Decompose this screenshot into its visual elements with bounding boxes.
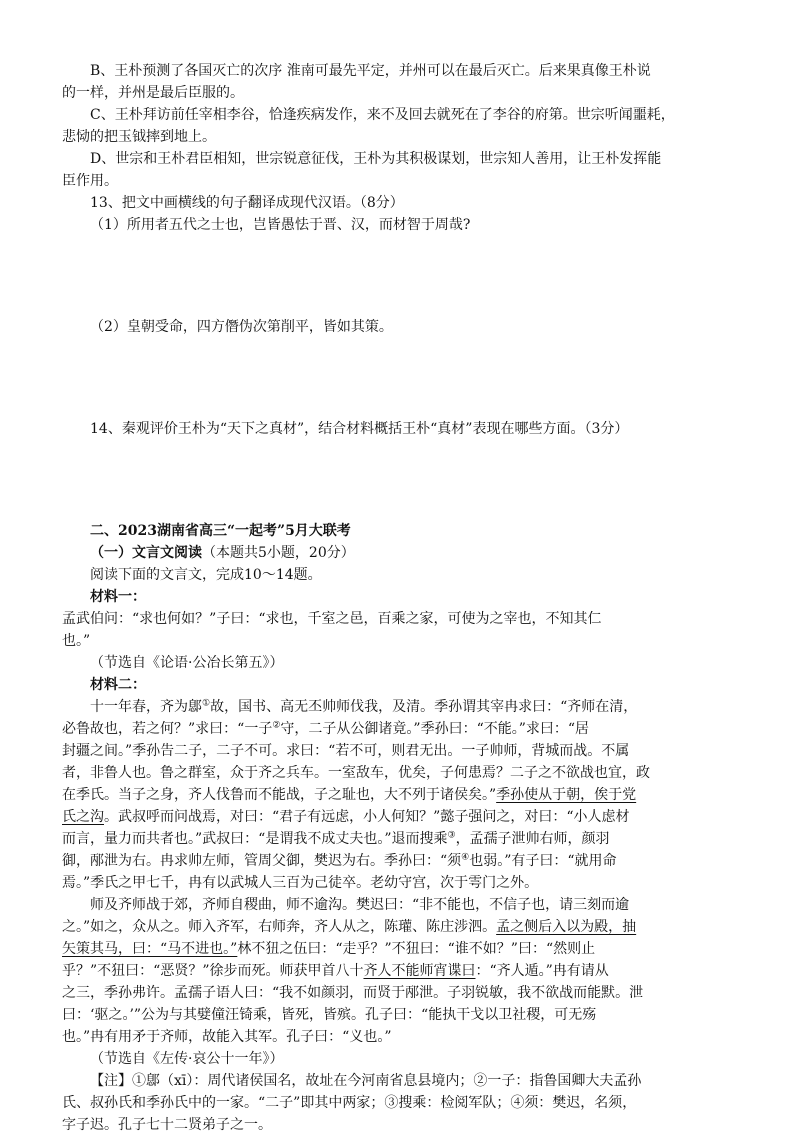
underlined-sentence: 矢策其马，曰：“马不进也。” (62, 941, 238, 957)
option-b-line1: B、王朴预测了各国灭亡的次序 淮南可最先平定，并州可以在最后灭亡。后来果真像王朴说 (90, 63, 651, 79)
option-d-line1: D、世宗和王朴君臣相知，世宗锐意征伐，王朴为其积极谋划，世宗知人善用，让王朴发挥能 (90, 151, 662, 167)
answer-space (62, 440, 738, 520)
text-span: 十一年春，齐为鄎 (90, 699, 202, 715)
text-span: ，孟孺子泄帅右师，颜羽 (455, 831, 610, 847)
underlined-sentence: 齐人不能师宵谍曰 (363, 963, 476, 979)
text-span: 守，二子从公御诸竟。”季孙曰：“不能。”求曰：“居 (280, 721, 590, 737)
underlined-sentence: 季孙使从于朝，俟于党 (496, 787, 637, 803)
material-2-line (62, 806, 738, 828)
material-2-label: 材料二： (90, 677, 146, 693)
material-2-line (62, 960, 738, 982)
text-span: ：“齐人遁。”冉有请从 (475, 963, 609, 979)
material-2-line (62, 938, 738, 960)
document-page (62, 60, 738, 1136)
text-span: 林不狃之伍曰：“走乎？”不狃曰：“谁不如？”曰：“然则止 (237, 941, 596, 957)
section-heading: 二、2023湖南省高三“一起考”5月大联考 (90, 523, 351, 539)
answer-space (62, 338, 738, 418)
material-1-line1: 孟武伯问：“求也何如？”子曰：“求也，千室之邑，百乘之家，可使为之宰也，不知其仁 (62, 611, 602, 627)
text-span: 在季氏。当子之身，齐人伐鲁而不能战，子之耻也，大不列于诸侯矣。” (62, 787, 497, 803)
note-line: 氏、叔孙氏和季孙氏中的一家。“二子”即其中两家；③搜乘：检阅军队；④须：樊迟，名须， (62, 1095, 637, 1111)
instruction: 阅读下面的文言文，完成10～14题。 (90, 567, 322, 583)
part-heading (62, 542, 738, 564)
footnote-marker: ① (202, 698, 211, 709)
text-span: ①鄎（xī）：周代诸侯国名，故址在今河南省息县境内；②一子：指鲁国卿大夫孟孙 (132, 1073, 642, 1089)
text-span: 之。”如之，众从之。师入齐军，右师奔，齐人从之，陈瓘、陈庄涉泗。 (62, 919, 497, 935)
material-1-line2: 也。” (62, 633, 91, 649)
material-2-line (62, 718, 738, 740)
material-2-line: 之三，季孙弗许。孟孺子语人曰：“我不如颜羽，而贤于邴泄。子羽锐敏，我不欲战而能默。泄 (62, 985, 644, 1001)
part-title: （一）文言文阅读 (90, 545, 202, 561)
note-label: 【注】 (90, 1073, 132, 1089)
material-2-line: 曰：‘驱之。’”公为与其嬖僮汪锜乘，皆死，皆殡。孔子曰：“能执干戈以卫社稷，可无殇 (62, 1007, 597, 1023)
note-line: 字子迟。孔子七十二贤弟子之一。 (62, 1117, 272, 1133)
question-13-sentence-1: （1）所用者五代之士也，岂皆愚怯于晋、汉，而材智于周哉? (90, 217, 471, 233)
text-span: 必鲁故也，若之何？”求曰：“一子 (62, 721, 273, 737)
option-c-line1: C、王朴拜访前任宰相李谷，恰逢疾病发作，来不及回去就死在了李谷的府第。世宗听闻噩耗， (90, 107, 675, 123)
annotation-note (62, 1070, 738, 1136)
material-1-source: （节选自《论语·公冶长第五》） (90, 655, 284, 671)
section-two (62, 520, 738, 1136)
text-span: 。武叔呼而问战焉，对曰：“君子有远虑，小人何知？”懿子强问之，对曰：“小人虑材 (104, 809, 630, 825)
material-2-line (62, 828, 738, 850)
material-2-source: （节选自《左传·哀公十一年》） (90, 1051, 284, 1067)
material-2-line: 焉。”季氏之甲七千，冉有以武城人三百为己徒卒。老幼守宫，次于雩门之外。 (62, 875, 539, 891)
question-12-options (62, 60, 738, 192)
option-b-line2: 的一样，并州是最后臣服的。 (62, 85, 244, 101)
text-span: 御，邴泄为右。冉求帅左师，管周父御，樊迟为右。季孙曰：“须 (62, 853, 462, 869)
question-13-stem: 13、把文中画横线的句子翻译成现代汉语。（8分） (90, 195, 404, 211)
footnote-marker: ② (272, 720, 281, 731)
text-span: 也弱。”有子曰：“就用命 (469, 853, 617, 869)
material-2-line (62, 850, 738, 872)
material-2-line: 封疆之间。”季孙告二子，二子不可。求曰：“若不可，则君无出。一子帅师，背城而战。不属 (62, 743, 630, 759)
material-2-line: 师及齐师战于郊，齐师自稷曲，师不逾沟。樊迟曰：“非不能也，不信子也，请三刻而逾 (90, 897, 630, 913)
material-2-line: 也。”冉有用矛于齐师，故能入其军。孔子曰：“义也。” (62, 1029, 392, 1045)
footnote-marker: ④ (461, 852, 470, 863)
option-d-line2: 臣作用。 (62, 173, 118, 189)
underlined-sentence: 氏之沟 (62, 809, 104, 825)
part-score: （本题共5小题，20分） (202, 545, 355, 561)
answer-space (62, 236, 738, 316)
material-2-line (62, 784, 738, 806)
question-14 (62, 418, 738, 520)
material-2-text (62, 696, 738, 1070)
material-2-line (62, 696, 738, 718)
question-13 (62, 192, 738, 418)
question-13-sentence-2: （2）皇朝受命，四方僭伪次第削平，皆如其策。 (90, 319, 393, 335)
note-line (62, 1070, 738, 1092)
footnote-marker: ③ (447, 830, 456, 841)
text-span: 乎？”不狃曰：“恶贤？”徐步而死。师获甲首八十 (62, 963, 364, 979)
underlined-sentence: 孟之侧后入以为殿，抽 (496, 919, 637, 935)
material-2-line (62, 916, 738, 938)
material-1-label: 材料一： (90, 589, 146, 605)
option-c-line2: 悲恸的把玉钺摔到地上。 (62, 129, 216, 145)
text-span: 而言，量力而共者也。”武叔曰：“是谓我不成丈夫也。”退而搜乘 (62, 831, 448, 847)
text-span: 故，国书、高无丕帅师伐我，及清。季孙谓其宰冉求曰：“齐师在清， (210, 699, 638, 715)
question-14-stem: 14、秦观评价王朴为“天下之真材”，结合材料概括王朴“真材”表现在哪些方面。（3分） (90, 421, 629, 437)
material-2-line: 者，非鲁人也。鲁之群室，众于齐之兵车。一室敌车，优矣，子何患焉？二子之不欲战也宜，政 (62, 765, 650, 781)
